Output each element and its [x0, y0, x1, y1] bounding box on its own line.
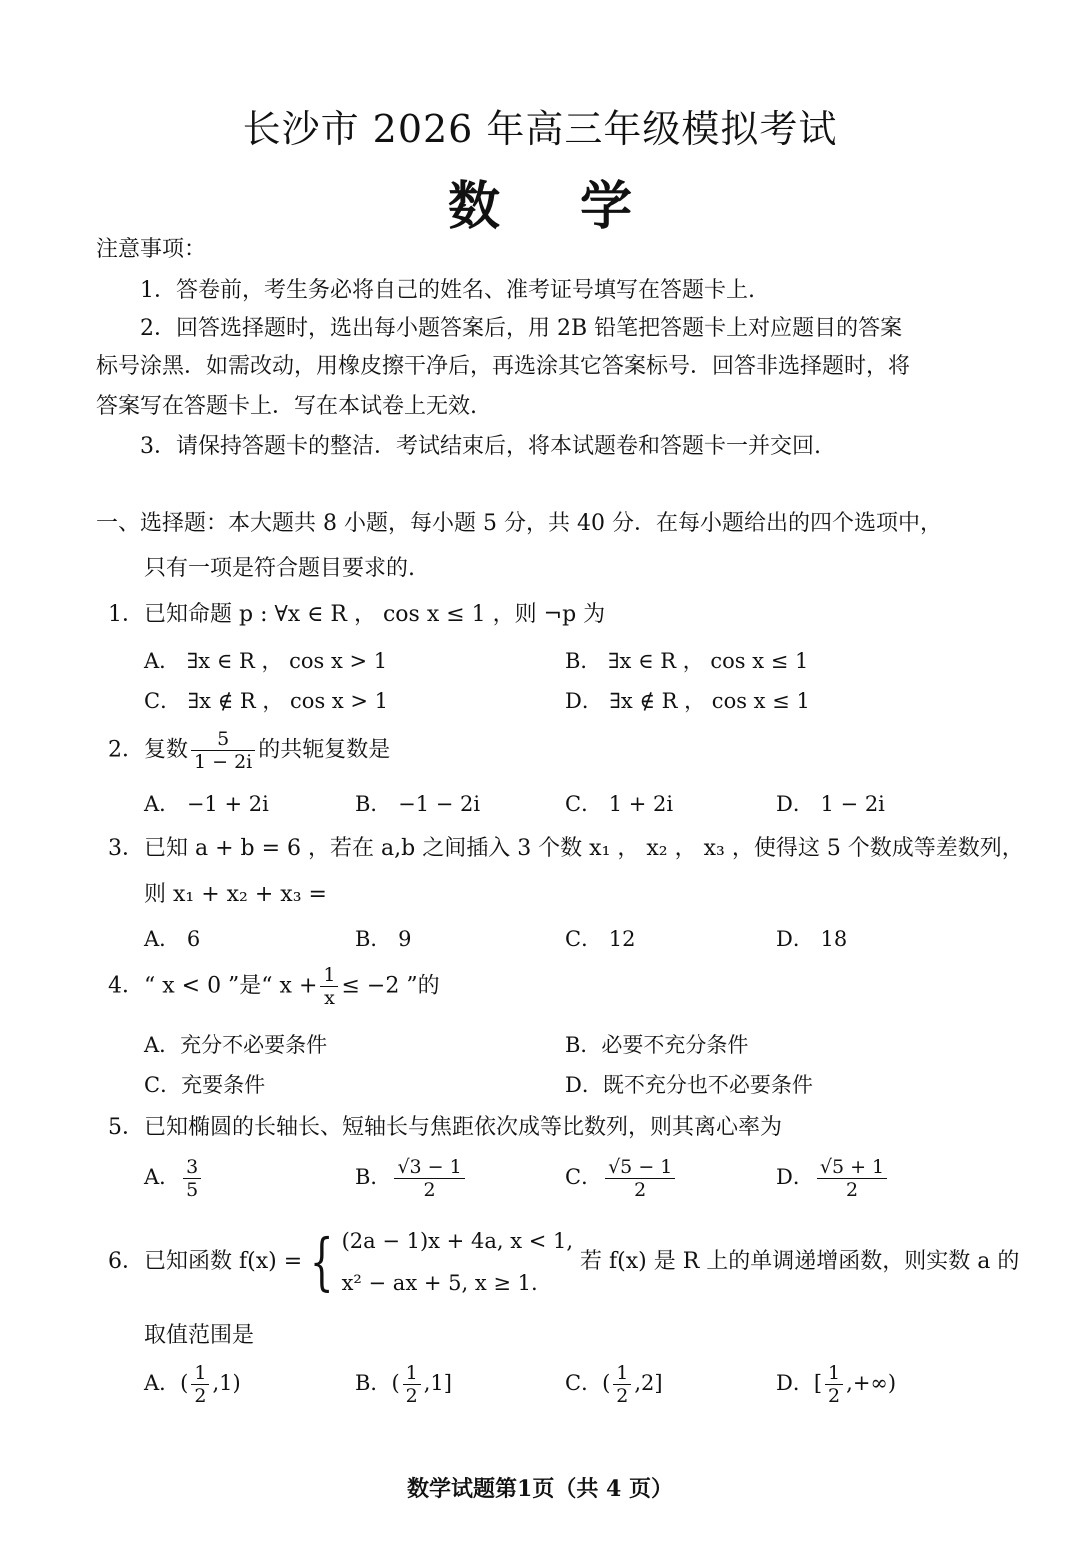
notice-heading: 注意事项： — [96, 237, 207, 262]
q6-d-den: 2 — [828, 1385, 841, 1407]
q4-option-a: A．充分不必要条件 — [144, 1033, 328, 1057]
q2-frac-num: 5 — [191, 728, 255, 751]
q6-option-a — [144, 1362, 241, 1407]
notice-item-2: 2．回答选择题时，选出每小题答案后，用 2B 铅笔把答题卡上对应题目的答案 — [140, 316, 903, 341]
q6-d-label: D． — [776, 1371, 814, 1395]
q6-b-den: 2 — [405, 1385, 418, 1407]
q6-c-num: 1 — [613, 1362, 631, 1385]
q6-case-1: (2a − 1)x + 4a, x < 1, — [341, 1229, 574, 1253]
q5-c-den: 2 — [634, 1179, 647, 1201]
q5-b-num: √3 − 1 — [394, 1156, 464, 1179]
q6-d-close: ,+∞) — [846, 1371, 897, 1395]
q6-c-open: ( — [602, 1371, 611, 1395]
q6-d-num: 1 — [825, 1362, 843, 1385]
q5-option-b — [355, 1156, 468, 1201]
q6-c-label: C． — [565, 1371, 603, 1395]
q6-d-open: [ — [813, 1371, 823, 1395]
q4-option-c: C．充要条件 — [144, 1073, 266, 1097]
q6-b-close: ,1] — [423, 1371, 452, 1395]
q1-option-d: D． ∃x ∉ R ， cos x ≤ 1 — [565, 689, 810, 713]
q2-fraction — [191, 728, 255, 773]
q6-c-fraction — [613, 1362, 631, 1407]
q4-fraction — [320, 964, 338, 1009]
notice-item-1: 1．答卷前，考生务必将自己的姓名、准考证号填写在答题卡上. — [140, 278, 755, 303]
q2-suffix: 的共轭复数是 — [258, 737, 391, 763]
q6-prefix: 6．已知函数 f(x) = — [108, 1249, 303, 1274]
q2-prefix: 2．复数 — [108, 737, 188, 763]
q2-frac-den: 1 − 2i — [194, 751, 253, 773]
q3-option-a: A． 6 — [144, 927, 201, 951]
q6-option-c — [565, 1362, 663, 1407]
q6-brace: { — [310, 1225, 334, 1298]
q4-frac-den: x — [324, 987, 335, 1009]
q2-option-c: C． 1 + 2i — [565, 792, 674, 816]
question-6-stem — [108, 1220, 1019, 1304]
subject-title: 数学 — [447, 176, 712, 237]
q6-case-2: x² − ax + 5, x ≥ 1. — [341, 1271, 538, 1295]
question-3-stem-cont: 则 x₁ + x₂ + x₃ = — [144, 882, 327, 907]
q6-a-num: 1 — [191, 1362, 209, 1385]
q6-c-close: ,2] — [634, 1371, 663, 1395]
page-footer: 数学试题第1页（共 4 页） — [407, 1476, 673, 1502]
q6-b-open: ( — [391, 1371, 400, 1395]
section-heading-cont: 只有一项是符合题目要求的. — [144, 556, 415, 581]
section-heading: 一、选择题：本大题共 8 小题，每小题 5 分，共 40 分．在每小题给出的四个选项中， — [96, 511, 942, 536]
q5-a-fraction — [183, 1156, 201, 1201]
q6-d-fraction — [825, 1362, 843, 1407]
q2-option-b: B． −1 − 2i — [355, 792, 481, 816]
q6-cases — [342, 1220, 573, 1304]
q4-option-b: B．必要不充分条件 — [565, 1033, 749, 1057]
q5-d-num: √5 + 1 — [817, 1156, 887, 1179]
q4-suffix: ≤ −2 ”的 — [341, 973, 440, 999]
q5-option-d — [776, 1156, 890, 1201]
question-4-stem — [108, 964, 440, 1009]
q4-option-d: D．既不充分也不必要条件 — [565, 1073, 813, 1097]
question-5-stem: 5．已知椭圆的长轴长、短轴长与焦距依次成等比数列，则其离心率为 — [108, 1115, 782, 1140]
q5-b-label: B． — [355, 1165, 392, 1189]
q1-option-c: C． ∃x ∉ R ， cos x > 1 — [144, 689, 389, 713]
q5-option-a — [144, 1156, 204, 1201]
q5-d-label: D． — [776, 1165, 814, 1189]
notice-item-3: 3．请保持答题卡的整洁．考试结束后，将本试题卷和答题卡一并交回. — [140, 434, 821, 459]
q6-a-open: ( — [180, 1371, 189, 1395]
q2-option-d: D． 1 − 2i — [776, 792, 885, 816]
q6-a-label: A． — [144, 1371, 181, 1395]
q5-c-fraction — [605, 1156, 675, 1201]
notice-item-2-cont2: 答案写在答题卡上．写在本试卷上无效. — [96, 394, 477, 419]
q6-option-d — [776, 1362, 896, 1407]
q3-option-c: C． 12 — [565, 927, 636, 951]
q1-option-b: B． ∃x ∈ R ， cos x ≤ 1 — [565, 649, 809, 673]
q6-suffix: 若 f(x) 是 R 上的单调递增函数，则实数 a 的 — [580, 1249, 1020, 1274]
q6-c-den: 2 — [616, 1385, 629, 1407]
question-1-stem: 1．已知命题 p : ∀x ∈ R ， cos x ≤ 1 ，则 ¬p 为 — [108, 602, 606, 627]
q4-frac-num: 1 — [320, 964, 338, 987]
question-6-stem-cont: 取值范围是 — [144, 1323, 255, 1348]
q6-b-label: B． — [355, 1371, 392, 1395]
q5-c-num: √5 − 1 — [605, 1156, 675, 1179]
q5-b-den: 2 — [423, 1179, 436, 1201]
q6-b-fraction — [403, 1362, 421, 1407]
q4-prefix: 4．“ x < 0 ”是“ x + — [108, 973, 318, 999]
q6-a-den: 2 — [194, 1385, 207, 1407]
q3-option-b: B． 9 — [355, 927, 412, 951]
q3-option-d: D． 18 — [776, 927, 848, 951]
question-3-stem: 3．已知 a + b = 6 ，若在 a,b 之间插入 3 个数 x₁ ， x₂ ， x₃ ，使得这 5 个数成等差数列， — [108, 836, 1024, 861]
q5-a-label: A． — [144, 1165, 181, 1189]
q6-a-close: ,1) — [212, 1371, 241, 1395]
exam-title: 长沙市 2026 年高三年级模拟考试 — [242, 107, 838, 151]
q5-d-fraction — [817, 1156, 887, 1201]
q5-c-label: C． — [565, 1165, 603, 1189]
q6-b-num: 1 — [403, 1362, 421, 1385]
q2-option-a: A． −1 + 2i — [144, 792, 269, 816]
q6-option-b — [355, 1362, 452, 1407]
q5-d-den: 2 — [845, 1179, 859, 1201]
q6-a-fraction — [191, 1362, 209, 1407]
question-2-stem — [108, 728, 390, 773]
q5-b-fraction — [394, 1156, 464, 1201]
q5-a-num: 3 — [183, 1156, 201, 1179]
q5-option-c — [565, 1156, 678, 1201]
q1-option-a: A． ∃x ∈ R ， cos x > 1 — [144, 649, 388, 673]
q5-a-den: 5 — [186, 1179, 199, 1201]
notice-item-2-cont: 标号涂黑．如需改动，用橡皮擦干净后，再选涂其它答案标号．回答非选择题时，将 — [96, 354, 911, 379]
